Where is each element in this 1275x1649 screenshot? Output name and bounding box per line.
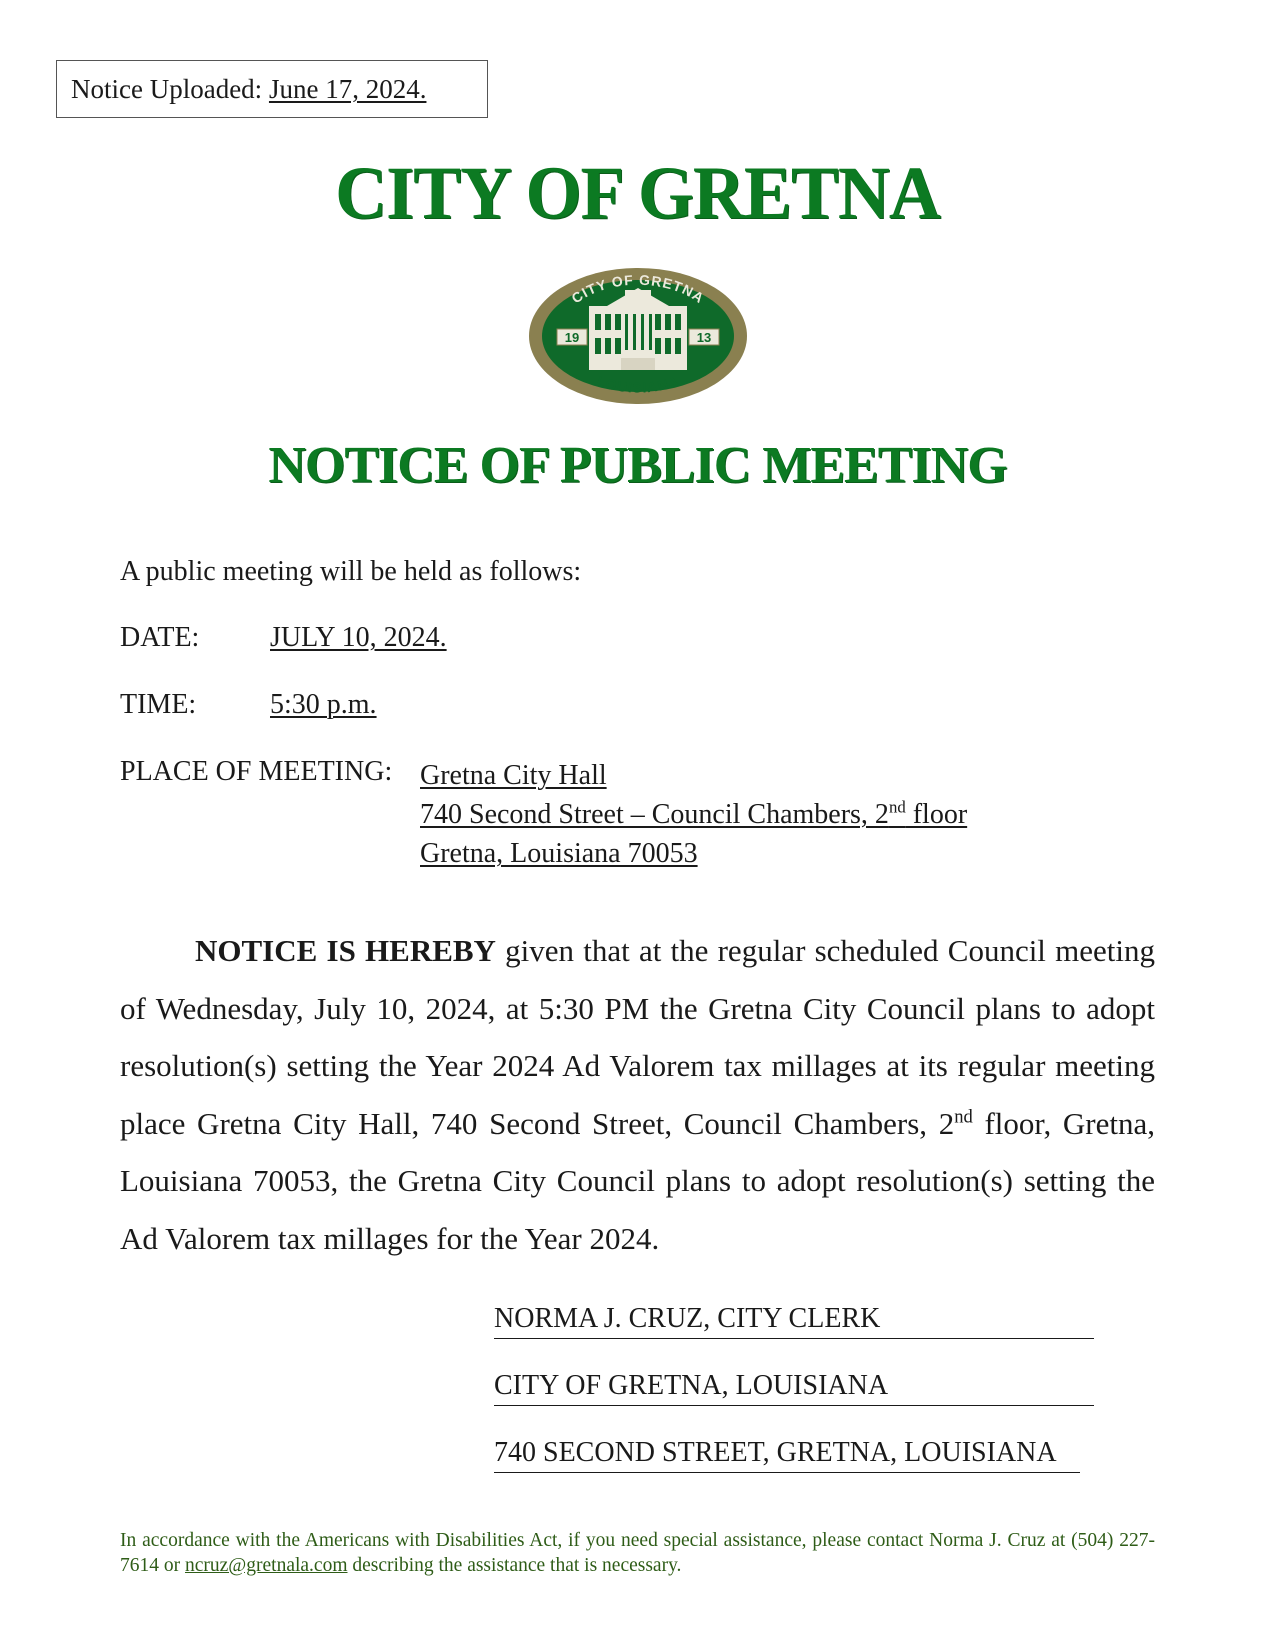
city-seal-logo bbox=[527, 266, 749, 406]
date-value: JULY 10, 2024. bbox=[270, 622, 447, 653]
upload-notice-box bbox=[56, 60, 488, 118]
city-title: CITY OF GRETNA bbox=[335, 150, 940, 235]
seal-top-text: CITY OF GRETNA bbox=[568, 271, 708, 307]
place-line-2: 740 Second Street – Council Chambers, 2nd floor bbox=[420, 797, 968, 830]
place-label: PLACE OF MEETING: bbox=[120, 756, 393, 787]
upload-date: June 17, 2024. bbox=[268, 74, 427, 104]
time-value: 5:30 p.m. bbox=[270, 689, 377, 720]
place-address bbox=[420, 756, 967, 873]
seal-year-left: 19 bbox=[564, 330, 580, 345]
ada-footer: In accordance with the Americans with Disabilities Act, if you need special assistance, please contact Norma J. Cruz at (504) 227-7614 or ncruz@gretnala.com describing the assistance that is necessary. bbox=[120, 1530, 1155, 1576]
intro-text: A public meeting will be held as follows: bbox=[120, 556, 582, 587]
seal-bottom-text: LOUISIANA bbox=[594, 372, 682, 396]
notice-title: NOTICE OF PUBLIC MEETING bbox=[268, 437, 1007, 494]
place-line-1: Gretna City Hall bbox=[420, 760, 607, 791]
signature-address-line: 740 SECOND STREET, GRETNA, LOUISIANA bbox=[494, 1436, 1080, 1473]
seal-year-right: 13 bbox=[696, 330, 712, 345]
notice-lead: NOTICE IS HEREBY bbox=[195, 933, 496, 968]
place-line-3: Gretna, Louisiana 70053 bbox=[420, 838, 698, 869]
date-label: DATE: bbox=[120, 622, 200, 653]
time-label: TIME: bbox=[120, 689, 197, 720]
email-link[interactable]: ncruz@gretnala.com bbox=[185, 1555, 348, 1576]
signature-name-line: NORMA J. CRUZ, CITY CLERK bbox=[494, 1302, 1094, 1339]
signature-city-line: CITY OF GRETNA, LOUISIANA bbox=[494, 1369, 1094, 1406]
upload-label: Notice Uploaded: bbox=[71, 74, 263, 104]
notice-paragraph: NOTICE IS HEREBY given that at the regular scheduled Council meeting of Wednesday, July 10, 2024, at 5:30 PM the Gretna City Council plans to adopt resolution(s) setting the Year 2024 Ad Valorem tax millages at its regular meeting place Gretna City Hall, 740 Second Street, Council Chambers, 2nd floor, Gretna, Louisiana 70053, the Gretna City Council plans to adopt resolution(s) setting the Ad Valorem tax millages for the Year 2024. bbox=[120, 933, 1155, 1256]
